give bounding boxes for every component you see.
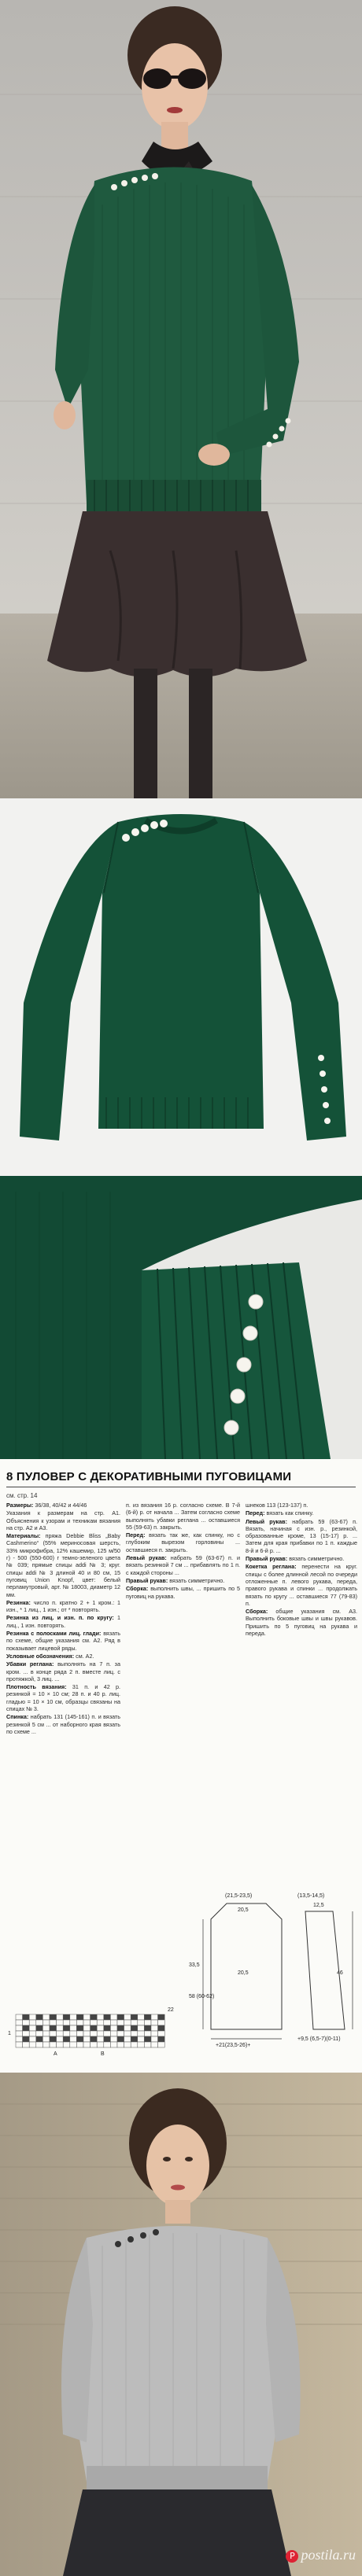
pattern-paragraph: Сборка: общие указания см. А3. Выполнить боковые швы и швы рукавов. Пришить по 5 пуговиц на рукава и переда. <box>246 1608 357 1638</box>
chart-cell <box>23 2025 30 2031</box>
chart-cell <box>90 2014 98 2020</box>
chart-cell <box>151 2014 158 2020</box>
chart-cell <box>104 2025 111 2031</box>
chart-cell <box>36 2031 43 2036</box>
chart-cell <box>29 2042 36 2047</box>
chart-cell <box>57 2014 64 2020</box>
chart-cell <box>110 2025 117 2031</box>
chart-cell <box>138 2042 145 2047</box>
chart-cell <box>117 2014 124 2020</box>
chart-cell <box>63 2025 70 2031</box>
chart-cell <box>117 2036 124 2042</box>
chart-cell <box>50 2020 57 2025</box>
chart-cell <box>29 2020 36 2025</box>
chart-cell <box>70 2025 77 2031</box>
chart-cell <box>29 2036 36 2042</box>
diagram-label: 12,5 <box>313 1903 324 1908</box>
chart-cell <box>70 2036 77 2042</box>
chart-cell <box>76 2042 83 2047</box>
chart-cell <box>124 2020 131 2025</box>
chart-cell <box>83 2020 90 2025</box>
pattern-page-ref: см. стр. 14 <box>6 1492 38 1499</box>
pattern-paragraph: Резинка из лиц. и изн. п. по кругу: 1 лиц., 1 изн. повторять. <box>6 1614 121 1629</box>
watermark <box>286 2547 356 2563</box>
chart-cell <box>36 2042 43 2047</box>
chart-cell <box>36 2025 43 2031</box>
chart-cell <box>70 2014 77 2020</box>
chart-cell <box>90 2031 98 2036</box>
chart-cell <box>131 2031 138 2036</box>
chart-cell <box>158 2042 165 2047</box>
chart-cell <box>144 2025 151 2031</box>
pattern-paragraph: Перед: вязать так же, как спинку, но с глубоким вырезом горловины ... оставшиеся п. закрыть. <box>126 1531 240 1553</box>
chart-cell <box>57 2025 64 2031</box>
chart-cell <box>90 2025 98 2031</box>
chart-cell <box>117 2042 124 2047</box>
chart-cell <box>76 2036 83 2042</box>
pattern-paragraph: Правый рукав: вязать симметрично. <box>246 1555 345 1563</box>
chart-cell <box>63 2036 70 2042</box>
pattern-paragraph: Левый рукав: набрать 59 (63-67) п. Вязать, начиная с изн. р., резинкой, образованные кроме, 13 (15-17) р. ... Затем для края прибавки по 1 п. каждые 8-й и 6-й р. ... <box>246 1517 357 1554</box>
pattern-paragraph: Размеры: 36/38, 40/42 и 44/46 <box>6 1502 87 1509</box>
knitting-chart <box>6 2003 181 2058</box>
photo-model-grey-sweater <box>0 2073 362 2576</box>
chart-cell <box>97 2020 104 2025</box>
chart-cell <box>50 2036 57 2042</box>
chart-cell <box>83 2025 90 2031</box>
chart-label: В <box>101 2051 105 2057</box>
chart-cell <box>138 2020 145 2025</box>
pattern-column-left <box>6 1502 120 1736</box>
chart-cell <box>104 2014 111 2020</box>
chart-cell <box>104 2036 111 2042</box>
chart-cell <box>97 2042 104 2047</box>
chart-cell <box>16 2036 23 2042</box>
chart-cell <box>151 2031 158 2036</box>
chart-cell <box>16 2031 23 2036</box>
chart-cell <box>42 2014 50 2020</box>
pattern-column-right <box>246 1502 357 1638</box>
chart-row-number: 1 <box>8 2031 11 2036</box>
chart-cell <box>144 2014 151 2020</box>
chart-cell <box>151 2020 158 2025</box>
chart-cell <box>131 2025 138 2031</box>
diagram-label: 58 (60-62) <box>189 1994 215 1999</box>
chart-cell <box>29 2031 36 2036</box>
chart-cell <box>50 2014 57 2020</box>
chart-cell <box>70 2031 77 2036</box>
chart-cell <box>138 2014 145 2020</box>
chart-cell <box>138 2031 145 2036</box>
pattern-paragraph: Кокетка реглана: перенести на круг. спицы с более длинной лесой по очереди отложенные п. левого рукава, переда, правого рукава и спинки ... продолжать вязать по кругу ... оставшиеся 77 (79-83) п. <box>246 1563 357 1607</box>
chart-cell <box>83 2036 90 2042</box>
chart-cell <box>76 2025 83 2031</box>
chart-cell <box>76 2014 83 2020</box>
chart-cell <box>83 2031 90 2036</box>
chart-cell <box>110 2031 117 2036</box>
chart-cell <box>63 2020 70 2025</box>
pattern-paragraph: Правый рукав: вязать симметрично. <box>126 1576 225 1584</box>
chart-cell <box>131 2014 138 2020</box>
chart-cell <box>83 2042 90 2047</box>
chart-cell <box>90 2036 98 2042</box>
diagram-label: 20,5 <box>238 1970 249 1976</box>
chart-cell <box>23 2020 30 2025</box>
chart-cell <box>131 2042 138 2047</box>
chart-cell <box>124 2014 131 2020</box>
chart-cell <box>110 2036 117 2042</box>
pattern-paragraph: Убавки реглана: выполнять на 7 п. за кром. ... в конце ряда 2 п. вместе лиц. с протяжкой, 3 лиц. ... <box>6 1660 120 1682</box>
chart-cell <box>97 2031 104 2036</box>
chart-cell <box>124 2042 131 2047</box>
pattern-paragraph: Плотность вязания: 31 п. и 42 р. резинкой = 10 × 10 см; 28 п. и 40 р. лиц. гладью = 10 × 10 см, образцы связаны на спицах № 3. <box>6 1683 121 1713</box>
chart-cell <box>42 2025 50 2031</box>
chart-cell <box>23 2042 30 2047</box>
chart-cell <box>124 2036 131 2042</box>
chart-cell <box>144 2020 151 2025</box>
chart-cell <box>42 2042 50 2047</box>
pattern-paragraph: Сборка: выполнить швы, ... пришить по 5 пуговиц на рукава. <box>126 1585 240 1600</box>
chart-cell <box>151 2042 158 2047</box>
pattern-title: 8 ПУЛОВЕР С ДЕКОРАТИВНЫМИ ПУГОВИЦАМИ <box>6 1470 292 1483</box>
pattern-paragraph: Левый рукав: набрать 59 (63-67) п. и вязать резинкой 7 см ... прибавлять по 1 п. с каждой стороны ... <box>126 1554 240 1576</box>
chart-cell <box>16 2020 23 2025</box>
chart-cell <box>110 2014 117 2020</box>
pattern-paragraph: Резинка с полосками лиц. глади: вязать по схеме, общие указания см. А2. Ряд в показывает лицевой ряды. <box>6 1630 120 1652</box>
chart-cell <box>138 2036 145 2042</box>
pattern-paragraph: шнеков 113 (123-137) п. <box>246 1502 308 1509</box>
chart-row-number: 22 <box>168 2007 174 2013</box>
chart-cell <box>131 2036 138 2042</box>
pattern-paragraph: Указания к размерам на стр. А1. Объяснения к узорам и техникам вязания на стр. А2 и А3. <box>6 1509 120 1531</box>
chart-cell <box>50 2042 57 2047</box>
chart-cell <box>70 2020 77 2025</box>
chart-cell <box>158 2036 165 2042</box>
chart-cell <box>117 2031 124 2036</box>
chart-cell <box>23 2036 30 2042</box>
chart-cell <box>36 2036 43 2042</box>
chart-cell <box>131 2020 138 2025</box>
chart-cell <box>70 2042 77 2047</box>
chart-cell <box>63 2014 70 2020</box>
chart-cell <box>158 2014 165 2020</box>
chart-cell <box>63 2031 70 2036</box>
chart-cell <box>104 2020 111 2025</box>
pattern-header <box>6 1470 356 1487</box>
chart-cell <box>138 2025 145 2031</box>
chart-cell <box>76 2020 83 2025</box>
chart-cell <box>36 2014 43 2020</box>
chart-cell <box>29 2014 36 2020</box>
diagram-label: +9,5 (6,5-7)(0-11) <box>297 2036 341 2042</box>
pattern-paragraph: Спинка: набрать 131 (145-161) п. и вязать резинкой 5 см ... от наборного края вязать по схеме ... <box>6 1713 120 1735</box>
chart-cell <box>117 2020 124 2025</box>
chart-cell <box>158 2031 165 2036</box>
chart-cell <box>158 2020 165 2025</box>
chart-cell <box>104 2042 111 2047</box>
chart-cell <box>50 2025 57 2031</box>
pattern-paragraph: п. из вязания 16 р. согласно схеме. В 7-й (6-й) р. от начала ... Затем согласно схеме выполнять убавки реглана ... оставшиеся 55 (59-63) п. закрыть. <box>126 1502 240 1531</box>
pattern-page <box>0 1459 362 2073</box>
schematic-diagram <box>187 1888 359 2049</box>
diagram-label: 33,5 <box>189 1962 200 1968</box>
chart-cell <box>124 2025 131 2031</box>
chart-cell <box>16 2014 23 2020</box>
photo-model-green-sweater <box>0 0 362 798</box>
pattern-paragraph: Материалы: пряжа Debbie Bliss „Baby Cashmerino“ (55% мериносовая шерсть, 33% микрофибра, 12% кашемир, 125 м/50 г) - 500 (550-600) г темно-зеленого цвета № 039; прямые спицы addi № 3; круг. спицы addi № 3 длиной 40 и 80 см, 15 пуговиц Union Knopf, цвет: белый перламутровый, арт. № 18003, диаметр 12 мм. <box>6 1532 120 1598</box>
chart-cell <box>57 2036 64 2042</box>
watermark-text: postila.ru <box>301 2547 356 2563</box>
chart-cell <box>16 2025 23 2031</box>
chart-cell <box>57 2042 64 2047</box>
chart-cell <box>104 2031 111 2036</box>
chart-cell <box>57 2020 64 2025</box>
chart-cell <box>42 2031 50 2036</box>
chart-cell <box>63 2042 70 2047</box>
diagram-label: 46 <box>337 1970 343 1976</box>
chart-cell <box>97 2014 104 2020</box>
diagram-label: (13,5-14,5) <box>297 1893 325 1899</box>
pattern-column-middle <box>126 1502 240 1601</box>
chart-cell <box>36 2020 43 2025</box>
pattern-paragraph: Перед: вязать как спинку. <box>246 1509 314 1517</box>
chart-cell <box>57 2031 64 2036</box>
chart-cell <box>151 2036 158 2042</box>
chart-cell <box>144 2036 151 2042</box>
chart-cell <box>158 2025 165 2031</box>
chart-cell <box>90 2042 98 2047</box>
chart-cell <box>110 2020 117 2025</box>
photo-flat-sweater <box>0 798 362 1176</box>
chart-cell <box>23 2031 30 2036</box>
chart-cell <box>144 2031 151 2036</box>
photo-cuff-closeup <box>0 1176 362 1459</box>
chart-cell <box>97 2025 104 2031</box>
chart-cell <box>151 2025 158 2031</box>
chart-cell <box>42 2036 50 2042</box>
chart-cell <box>110 2042 117 2047</box>
chart-label: А <box>54 2051 57 2057</box>
chart-cell <box>76 2031 83 2036</box>
chart-cell <box>117 2025 124 2031</box>
chart-cell <box>144 2042 151 2047</box>
chart-cell <box>124 2031 131 2036</box>
diagram-label: +21(23,5-26)+ <box>216 2043 251 2048</box>
chart-cell <box>97 2036 104 2042</box>
chart-cell <box>29 2025 36 2031</box>
postila-logo-icon: P <box>286 2550 298 2563</box>
chart-cell <box>90 2020 98 2025</box>
diagram-label: 20,5 <box>238 1907 249 1913</box>
chart-cell <box>23 2014 30 2020</box>
chart-cell <box>42 2020 50 2025</box>
chart-cell <box>50 2031 57 2036</box>
chart-cell <box>83 2014 90 2020</box>
diagram-label: (21,5-23,5) <box>225 1893 253 1899</box>
pattern-paragraph: Резинка: число п. кратно 2 + 1 кром.: 1 изн., * 1 лиц., 1 изн.; от * повторять. <box>6 1598 120 1614</box>
chart-cell <box>16 2042 23 2047</box>
pattern-paragraph: Условные обозначения: см. А2. <box>6 1652 94 1660</box>
